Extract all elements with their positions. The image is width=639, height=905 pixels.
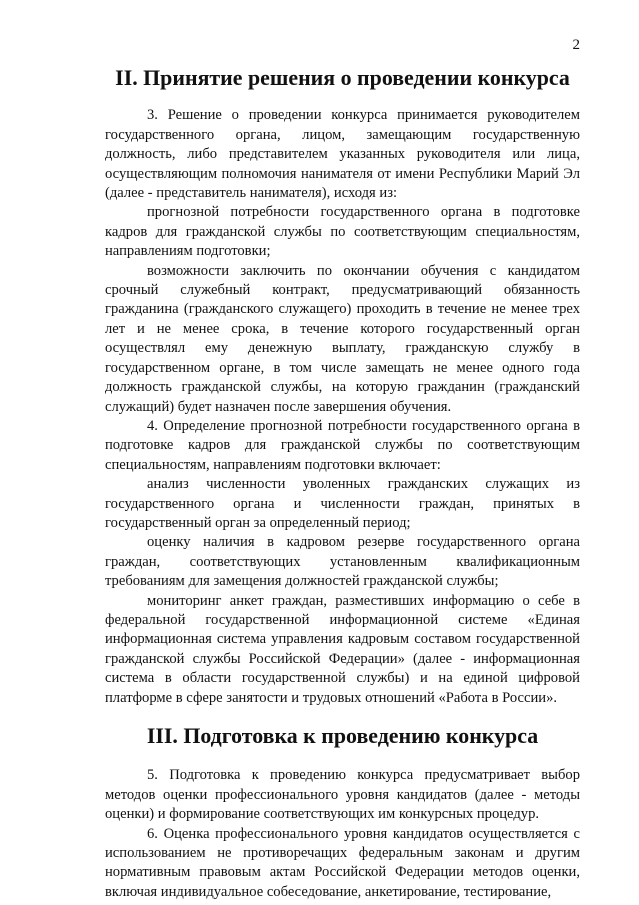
paragraph-4-monitoring: мониторинг анкет граждан, разместивших информацию о себе в федеральной государственной информационной системе «Единая информационная система управления кадровым составом государственной гражданской службы Российской Федерации» (далее - информационная система в области государственной службы) и на единой цифровой платформе в сфере занятости и трудовых отношений «Работа в России».: [105, 592, 580, 706]
paragraph-5: 5. Подготовка к проведению конкурса предусматривает выбор методов оценки профессионального уровня кандидатов (далее - методы оценки) и формирование соответствующих им конкурсных процедур.: [105, 767, 580, 823]
section-heading-iii: III. Подготовка к проведению конкурса: [146, 723, 539, 748]
paragraph-3-contract: возможности заключить по окончании обучения с кандидатом срочный служебный контракт, предусматривающий обязанность гражданина (гражданского служащего) проходить в течение не менее трех лет и не менее срока, в течение которого государственный орган осуществлял ему денежную выплату, гражданскую службу в государственном органе, в том числе замещать не менее одного года должность гражданской службы, на которую гражданин (гражданский служащий) будет назначен после завершения обучения.: [105, 262, 580, 415]
paragraph-4-reserve: оценку наличия в кадровом резерве государственного органа граждан, соответствующих установленным квалификационным требованиям для замещения должностей гражданской службы;: [105, 534, 580, 590]
page-number: 2: [572, 37, 580, 53]
paragraph-3-forecast: прогнозной потребности государственного органа в подготовке кадров для гражданской службы по соответствующим специальностям, направлениям подготовки;: [105, 204, 580, 260]
paragraph-6: 6. Оценка профессионального уровня кандидатов осуществляется с использованием не противоречащих федеральным законам и другим нормативным правовым актам Российской Федерации методов оценки, включая индивидуальное собеседование, анкетирование, тестирование,: [105, 825, 580, 900]
document-body: [105, 65, 580, 902]
paragraph-4-analysis: анализ численности уволенных гражданских служащих из государственного органа и численности граждан, принятых в государственный орган за определенный период;: [105, 476, 580, 531]
section-heading-ii: II. Принятие решения о проведении конкурса: [115, 65, 570, 90]
paragraph-4: 4. Определение прогнозной потребности государственного органа в подготовке кадров для гражданской службы по соответствующим специальностям, направлениям подготовки включает:: [105, 417, 580, 473]
paragraph-3: 3. Решение о проведении конкурса принимается руководителем государственного органа, лицом, замещающим государственную должность, либо представителем указанных руководителя или лица, осуществляющим полномочия нанимателя от имени Республики Марий Эл (далее - представитель нанимателя), исходя из:: [105, 107, 580, 202]
